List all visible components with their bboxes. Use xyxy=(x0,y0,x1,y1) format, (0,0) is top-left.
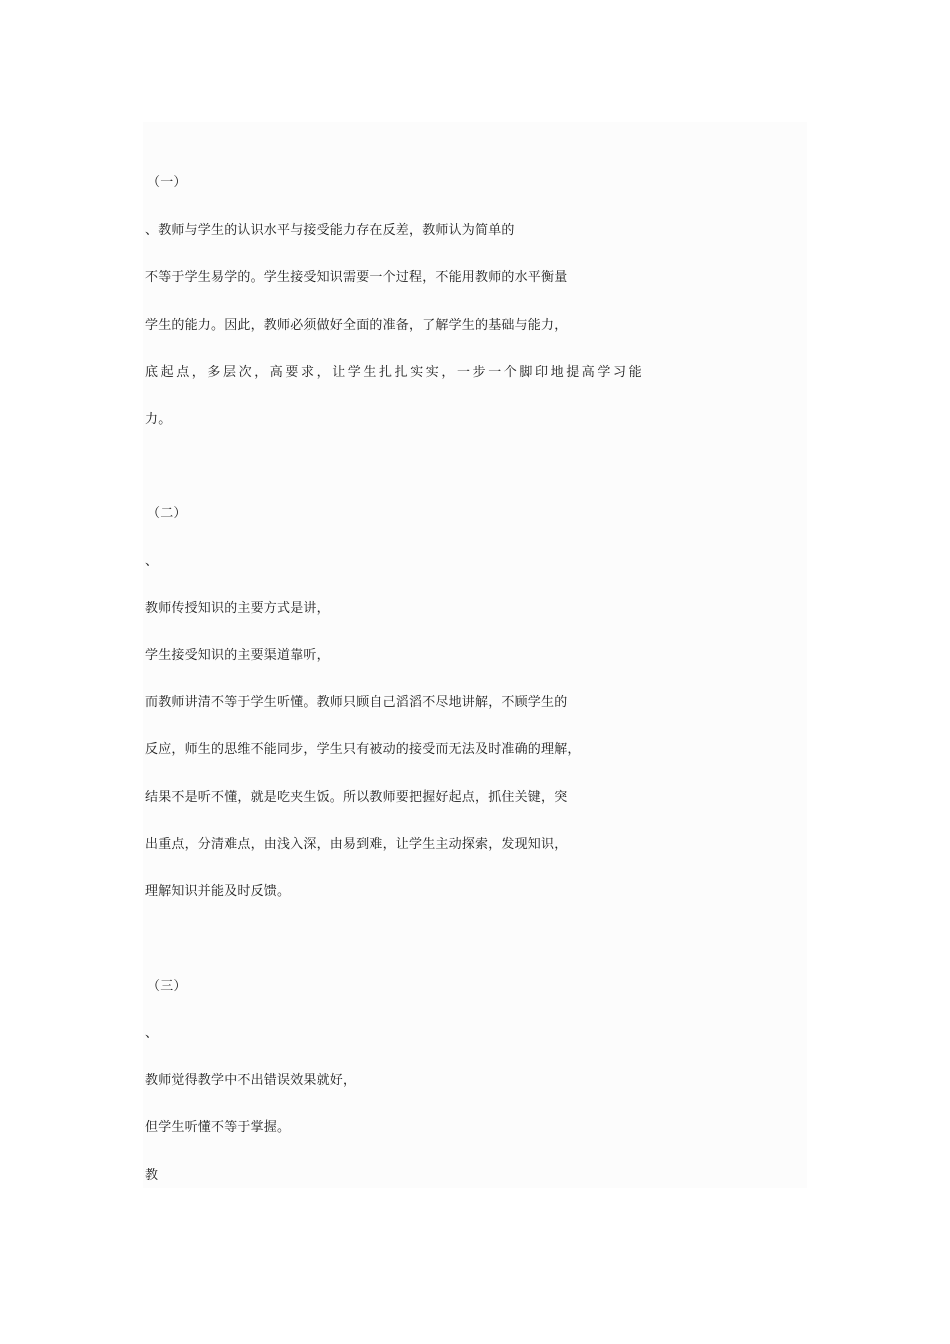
section-1-line-3: 学生的能力。因此，教师必须做好全面的准备，了解学生的基础与能力， xyxy=(145,318,568,333)
section-1-line-1: 、教师与学生的认识水平与接受能力存在反差，教师认为简单的 xyxy=(145,223,515,238)
section-2-line-1: 、 xyxy=(145,554,159,569)
section-3-line-4: 教 xyxy=(145,1168,159,1183)
section-3-heading: （三） xyxy=(147,979,187,994)
section-3-line-3: 但学生听懂不等于掌握。 xyxy=(145,1120,291,1135)
section-2-line-2: 教师传授知识的主要方式是讲， xyxy=(145,601,330,616)
section-2-line-5: 反应，师生的思维不能同步，学生只有被动的接受而无法及时准确的理解， xyxy=(145,742,581,757)
section-3-line-2: 教师觉得教学中不出错误效果就好， xyxy=(145,1073,357,1088)
section-2-line-7: 出重点，分清难点，由浅入深，由易到难，让学生主动探索，发现知识， xyxy=(145,837,568,852)
section-1-heading: （一） xyxy=(147,175,187,190)
section-2-line-6: 结果不是听不懂，就是吃夹生饭。所以教师要把握好起点，抓住关键，突 xyxy=(145,790,568,805)
section-2-line-8: 理解知识并能及时反馈。 xyxy=(145,884,291,899)
section-1-line-4: 底起点，多层次，高要求，让学生扎扎实实，一步一个脚印地提高学习能 xyxy=(145,365,645,380)
section-3-line-1: 、 xyxy=(145,1026,159,1041)
section-2-line-4: 而教师讲清不等于学生听懂。教师只顾自己滔滔不尽地讲解，不顾学生的 xyxy=(145,695,568,710)
section-2-line-3: 学生接受知识的主要渠道靠听， xyxy=(145,648,330,663)
section-1-line-2: 不等于学生易学的。学生接受知识需要一个过程，不能用教师的水平衡量 xyxy=(145,270,568,285)
section-1-line-5: 力。 xyxy=(145,412,172,427)
section-2-heading: （二） xyxy=(147,506,187,521)
